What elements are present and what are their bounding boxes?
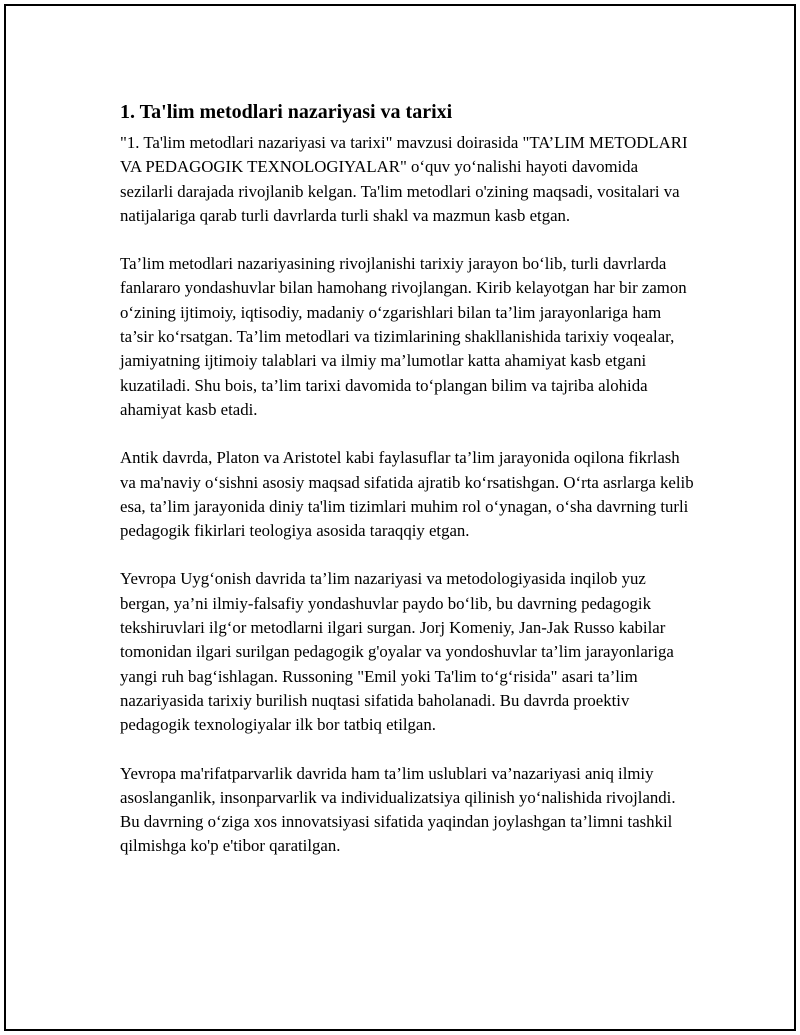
page-frame: [4, 4, 796, 1031]
paragraph-1: "1. Ta'lim metodlari nazariyasi va tarixi" mavzusi doirasida "TA’LIM METODLARI VA PEDAGOGIK TEXNOLOGIYALAR" o‘quv yo‘nalishi hayoti davomida sezilarli darajada rivojlanib kelgan. Ta'lim metodlari o'zining maqsadi, vositalari va natijalariga qarab turli davrlarda turli shakl va mazmun kasb etgan.: [120, 133, 688, 225]
paragraph-4: Yevropa Uyg‘onish davrida ta’lim nazariyasi va metodologiyasida inqilob yuz bergan, ya’ni ilmiy-falsafiy yondashuvlar paydo bo‘lib, bu davrning pedagogik tekshiruvlari ilg‘or metodlarni ilgari surgan. Jorj Komeniy, Jan-Jak Russo kabilar tomonidan ilgari surilgan pedagogik g'oyalar va yondoshuvlar ta’lim jarayonlariga yangi ruh bag‘ishlagan. Russoning "Emil yoki Ta'lim to‘g‘risida" asari ta’lim nazariyasida tarixiy burilish nuqtasi sifatida baholanadi. Bu davrda proektiv pedagogik texnologiyalar ilk bor tatbiq etilgan.: [120, 569, 674, 735]
paragraph-5: Yevropa ma'rifatparvarlik davrida ham ta’lim uslublari va’nazariyasi aniq ilmiy asoslanganlik, insonparvarlik va individualizatsiya qilinish yo‘nalishida rivojlandi. Bu davrning o‘ziga xos innovatsiyasi sifatida yaqindan joylashgan ta’limni tashkil qilmishga ko'p e'tibor qaratilgan.: [120, 763, 676, 856]
paragraph-2: Ta’lim metodlari nazariyasining rivojlanishi tarixiy jarayon bo‘lib, turli davrlarda fanlararo yondashuvlar bilan hamohang rivojlangan. Kirib kelayotgan har bir zamon o‘zining ijtimoiy, iqtisodiy, madaniy o‘zgarishlari bilan ta’lim jarayonlariga ham ta’sir ko‘rsatgan. Ta’lim metodlari va tizimlarining shakllanishida tarixiy voqealar, jamiyatning ijtimoiy talablari va ilmiy ma’lumotlar katta ahamiyat kasb etgani kuzatiladi. Shu bois, ta’lim tarixi davomida to‘plangan bilim va tajriba alohida ahamiyat kasb etadi.: [120, 254, 687, 419]
paragraph-3: Antik davrda, Platon va Aristotel kabi faylasuflar ta’lim jarayonida oqilona fikrlash va ma'naviy o‘sishni asosiy maqsad sifatida ajratib ko‘rsatishgan. O‘rta asrlarga kelib esa, ta’lim jarayonida diniy ta'lim tizimlari muhim rol o‘ynagan, o‘sha davrning turli pedagogik fikirlari teologiya asosida taraqqiy etgan.: [120, 448, 694, 541]
document-title: 1. Ta'lim metodlari nazariyasi va tarixi: [120, 101, 453, 123]
document-body: [120, 98, 694, 883]
